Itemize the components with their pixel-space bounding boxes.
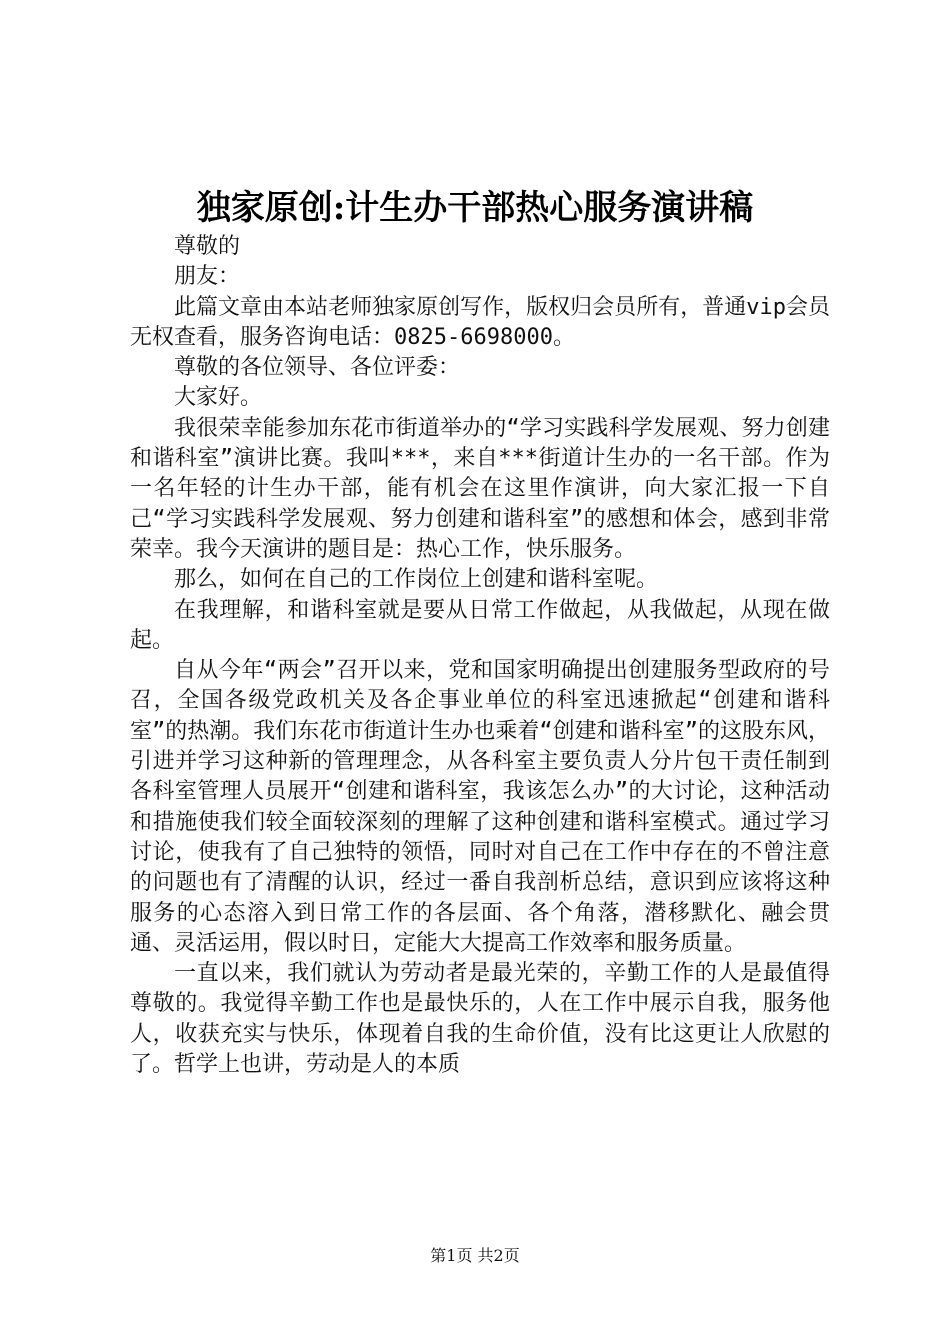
paragraph: 自从今年“两会”召开以来，党和国家明确提出创建服务型政府的号召，全国各级党政机关及各企事业单位的科室迅速掀起“创建和谐科室”的热潮。我们东花市街道计生办也乘着“创建和谐科室”的这股东风，引进并学习这种新的管理理念，从各科室主要负责人分片包干责任制到各科室管理人员展开“创建和谐科室，我该怎么办”的大讨论，这种活动和措施使我们较全面较深刻的理解了这种创建和谐科室模式。通过学习讨论，使我有了自己独特的领悟，同时对自己在工作中存在的不曾注意的问题也有了清醒的认识，经过一番自我剖析总结，意识到应该将这种服务的心态溶入到日常工作的各层面、各个角落，潜移默化、融会贯通、灵活运用，假以时日，定能大大提高工作效率和服务质量。 <box>130 658 830 956</box>
paragraph: 朋友： <box>174 264 241 290</box>
paragraph: 尊敬的各位领导、各位评委： <box>174 355 461 381</box>
document-title: 独家原创:计生办干部热心服务演讲稿 <box>196 188 754 228</box>
paragraph: 一直以来，我们就认为劳动者是最光荣的，辛勤工作的人是最值得尊敬的。我觉得辛勤工作也是最快乐的，人在工作中展示自我，服务他人，收获充实与快乐，体现着自我的生命价值，没有比这更让人欣慰的了。哲学上也讲，劳动是人的本质 <box>130 961 830 1078</box>
paragraph: 此篇文章由本站老师独家原创写作，版权归会员所有，普通vip会员无权查看，服务咨询电话：0825-6698000。 <box>130 294 830 350</box>
page-footer: 第1页 共2页 <box>430 1246 520 1265</box>
paragraph: 我很荣幸能参加东花市街道举办的“学习实践科学发展观、努力创建和谐科室”演讲比赛。我叫***，来自***街道计生办的一名干部。作为一名年轻的计生办干部，能有机会在这里作演讲，向大家汇报一下自己“学习实践科学发展观、努力创建和谐科室”的感想和体会，感到非常荣幸。我今天演讲的题目是：热心工作，快乐服务。 <box>130 415 830 562</box>
paragraph: 大家好。 <box>174 385 263 411</box>
paragraph: 那么，如何在自己的工作岗位上创建和谐科室呢。 <box>174 567 659 593</box>
document-body <box>130 232 830 1080</box>
paragraph: 尊敬的 <box>174 234 241 259</box>
paragraph: 在我理解，和谐科室就是要从日常工作做起，从我做起，从现在做起。 <box>130 597 830 653</box>
